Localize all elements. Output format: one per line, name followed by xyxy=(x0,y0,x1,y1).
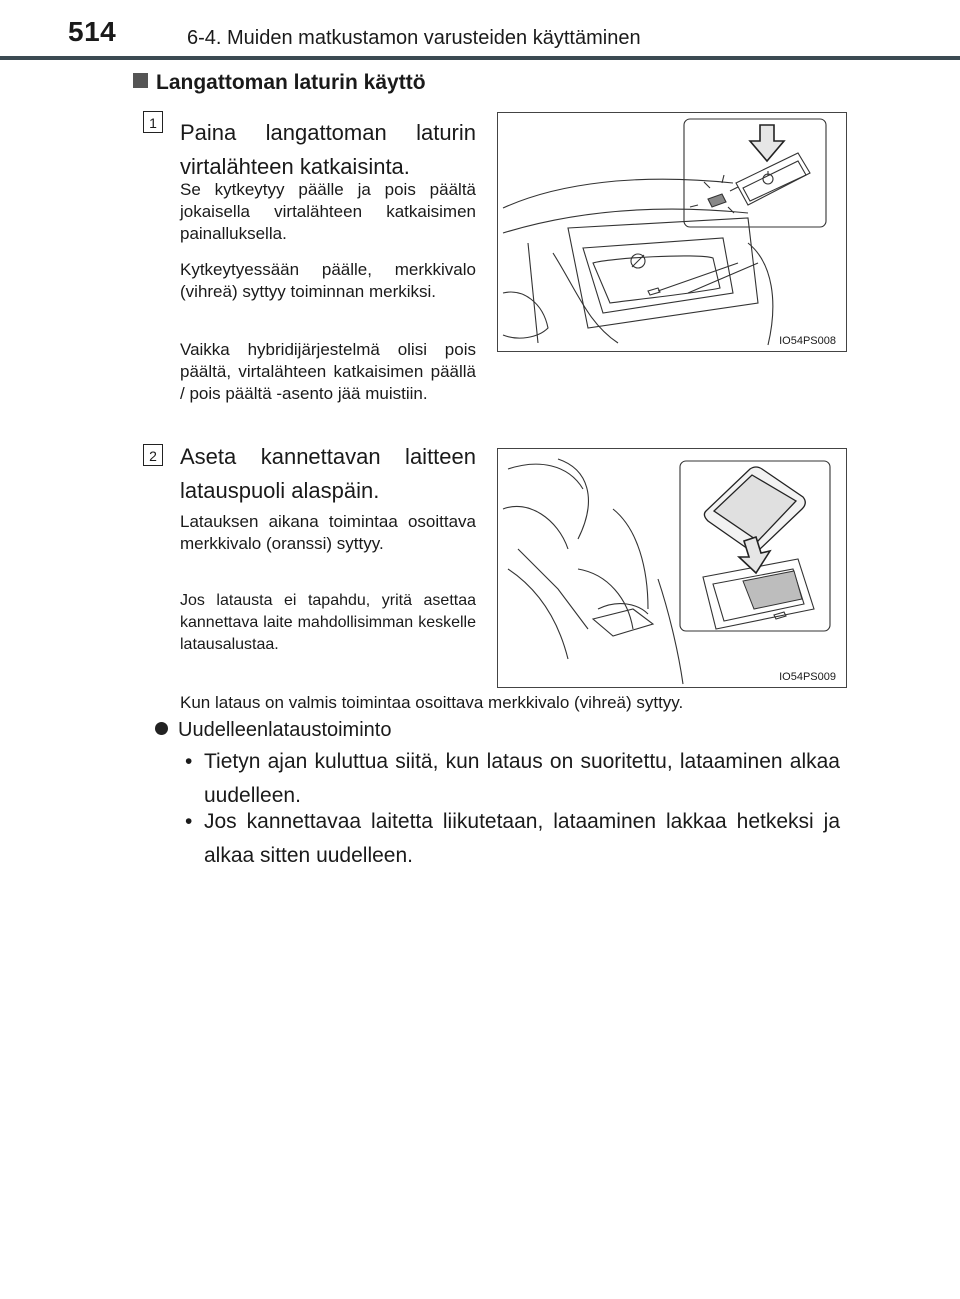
console-illustration-1 xyxy=(498,113,846,351)
charging-complete-note: Kun lataus on valmis toimintaa osoittava merkkivalo (vihreä) syttyy. xyxy=(180,693,684,712)
step-number-2: 2 xyxy=(143,444,163,466)
bullet-mark: • xyxy=(185,750,193,773)
step-1-paragraph-1: Se kytkeytyy päälle ja pois päältä jokaisella virtalähteen katkaisimen painalluksella. xyxy=(180,180,476,243)
recharge-item xyxy=(185,745,840,813)
page-number: 514 xyxy=(68,16,117,47)
square-bullet-icon xyxy=(133,73,148,88)
section-heading xyxy=(133,71,426,95)
console-illustration-2 xyxy=(498,449,846,687)
section-heading-text: Langattoman laturin käyttö xyxy=(156,71,426,94)
step-2-paragraph-1: Latauksen aikana toimintaa osoittava merkkivalo (oranssi) syttyy. xyxy=(180,512,476,553)
figure-code: IO54PS009 xyxy=(779,671,836,683)
recharge-heading xyxy=(155,719,391,742)
step-1-paragraph-2: Kytkeytyessään päälle, merkkivalo (vihreä) syttyy toiminnan merkiksi. xyxy=(180,260,476,301)
round-bullet-icon xyxy=(155,722,168,735)
step-2-paragraph-2: Jos latausta ei tapahdu, yritä asettaa kannettava laite mahdollisimman keskelle latausalustaa. xyxy=(180,592,476,653)
header-rule xyxy=(0,56,960,60)
recharge-item xyxy=(185,805,840,873)
portable-device-placement-figure xyxy=(497,448,847,688)
step-1-paragraph-3: Vaikka hybridijärjestelmä olisi pois päältä, virtalähteen katkaisimen päällä / pois päältä -asento jää muistiin. xyxy=(180,340,476,403)
bullet-mark: • xyxy=(185,810,193,833)
figure-code: IO54PS008 xyxy=(779,335,836,347)
recharge-item-text: Jos kannettavaa laitetta liikutetaan, lataaminen lakkaa hetkeksi ja alkaa sitten uudelleen. xyxy=(204,810,840,867)
step-number-1: 1 xyxy=(143,111,163,133)
step-1-title: Paina langattoman laturin virtalähteen katkaisinta. xyxy=(180,120,476,179)
step-2-title: Aseta kannettavan laitteen latauspuoli alaspäin. xyxy=(180,444,476,503)
header-title: 6-4. Muiden matkustamon varusteiden käyttäminen xyxy=(187,27,641,49)
recharge-item-text: Tietyn ajan kuluttua siitä, kun lataus on suoritettu, lataaminen alkaa uudelleen. xyxy=(204,750,840,807)
recharge-heading-text: Uudelleenlataustoiminto xyxy=(178,719,392,741)
wireless-charger-switch-figure xyxy=(497,112,847,352)
